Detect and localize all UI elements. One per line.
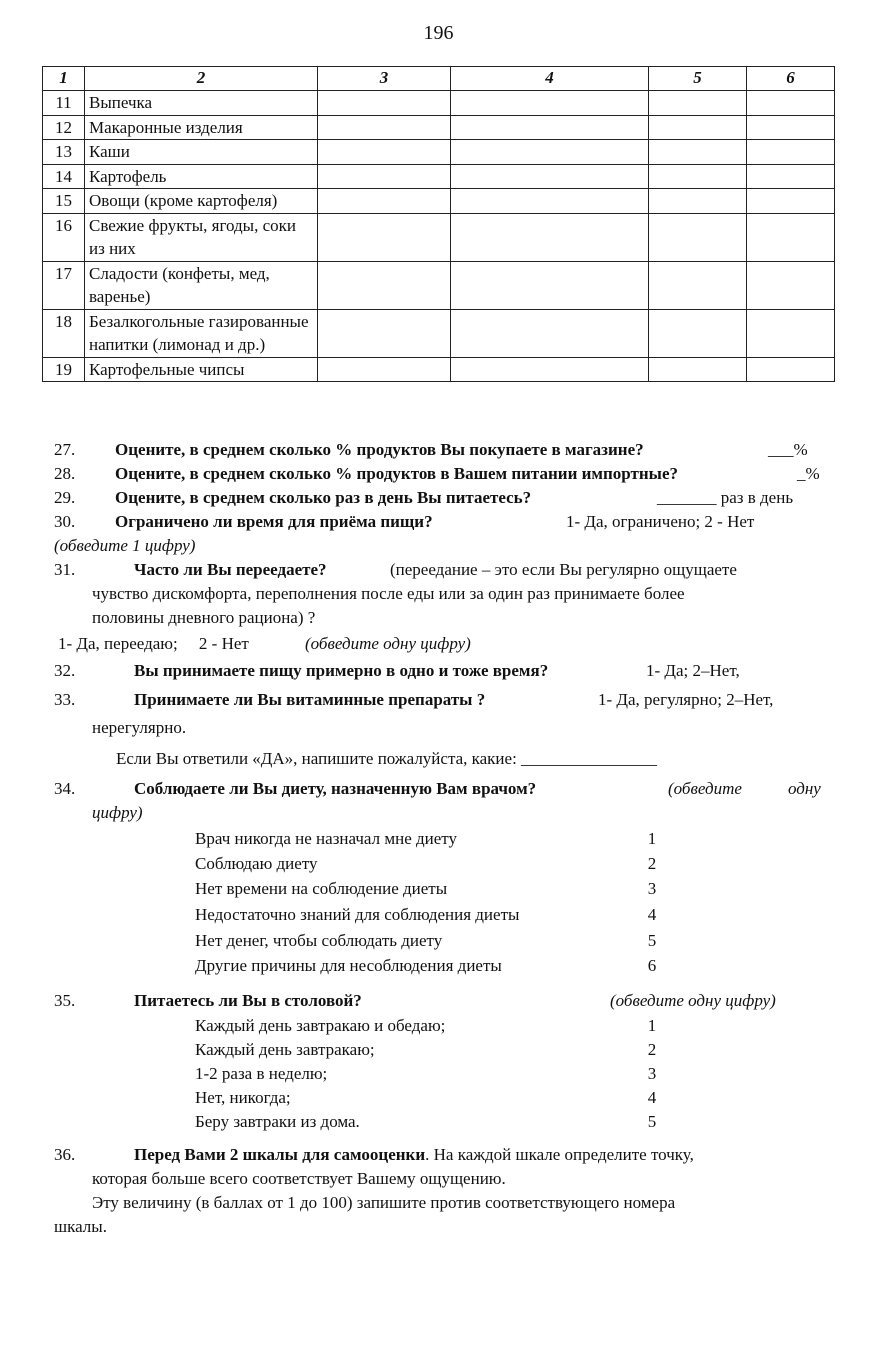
instruction-hint: (обведите одну цифру): [610, 991, 776, 1010]
question-text: Оцените, в среднем сколько раз в день Вы питаетесь?: [115, 488, 532, 507]
answer-cell[interactable]: [649, 164, 747, 189]
option-label: Беру завтраки из дома.: [195, 1112, 360, 1131]
question-text: Ограничено ли время для приёма пищи?: [115, 512, 433, 531]
column-header: 2: [85, 67, 318, 91]
table-row: [43, 115, 835, 140]
question-note: чувство дискомфорта, переполнения после еды или за один раз принимаете более: [92, 584, 685, 603]
option-label: Соблюдаю диету: [195, 854, 318, 873]
answer-cell[interactable]: [649, 189, 747, 214]
answer-cell[interactable]: [649, 357, 747, 382]
option-label: Другие причины для несоблюдения диеты: [195, 956, 502, 975]
answer-cell[interactable]: [747, 164, 835, 189]
option-code[interactable]: 2: [647, 1040, 657, 1059]
list-item[interactable]: [0, 1013, 877, 1038]
option-code[interactable]: 3: [647, 879, 657, 898]
answer-options: 1- Да, регулярно; 2–Нет,: [598, 690, 774, 709]
answer-cell[interactable]: [318, 140, 451, 165]
answer-cell[interactable]: [318, 115, 451, 140]
column-header: 5: [649, 67, 747, 91]
answer-cell[interactable]: [747, 357, 835, 382]
table-row: [43, 164, 835, 189]
question-text: Оцените, в среднем сколько % продуктов в Вашем питании импортные?: [115, 464, 678, 483]
question-number: 35.: [54, 991, 76, 1010]
instruction-hint: (обведите одну цифру): [305, 634, 471, 653]
answer-blank[interactable]: ___%: [768, 440, 808, 459]
row-number: 14: [43, 164, 85, 189]
table-row: [43, 189, 835, 214]
list-item[interactable]: [0, 902, 877, 927]
row-number: 16: [43, 213, 85, 261]
question-text: Питаетесь ли Вы в столовой?: [134, 991, 362, 1010]
column-header: 1: [43, 67, 85, 91]
question-number: 36.: [54, 1145, 76, 1164]
row-label: Сладости (конфеты, мед, варенье): [85, 261, 318, 309]
row-label: Выпечка: [85, 91, 318, 116]
column-header: 3: [318, 67, 451, 91]
row-number: 17: [43, 261, 85, 309]
option-code[interactable]: 2: [647, 854, 657, 873]
table-row: [43, 261, 835, 309]
answer-cell[interactable]: [318, 261, 451, 309]
instruction-hint: (обведите: [668, 779, 742, 798]
question-rest: . На каждой шкале определите точку,: [425, 1145, 694, 1164]
answer-cell[interactable]: [747, 140, 835, 165]
row-label: Картофель: [85, 164, 318, 189]
page-number: 196: [423, 22, 454, 44]
option-code[interactable]: 5: [647, 1112, 657, 1131]
answer-cell[interactable]: [318, 164, 451, 189]
option-code[interactable]: 5: [647, 931, 657, 950]
table-row: [43, 309, 835, 357]
row-label: Картофельные чипсы: [85, 357, 318, 382]
question-text: Соблюдаете ли Вы диету, назначенную Вам врачом?: [134, 779, 537, 798]
answer-cell[interactable]: [649, 91, 747, 116]
answer-cell[interactable]: [451, 309, 649, 357]
row-label: Макаронные изделия: [85, 115, 318, 140]
list-item[interactable]: [0, 826, 877, 851]
row-label: Овощи (кроме картофеля): [85, 189, 318, 214]
answer-cell[interactable]: [451, 261, 649, 309]
answer-cell[interactable]: [451, 140, 649, 165]
answer-cell[interactable]: [318, 189, 451, 214]
table-row: [43, 91, 835, 116]
answer-cell[interactable]: [318, 213, 451, 261]
option-code[interactable]: 4: [647, 905, 657, 924]
answer-cell[interactable]: [318, 357, 451, 382]
answer-options: нерегулярно.: [92, 718, 187, 737]
answer-cell[interactable]: [451, 164, 649, 189]
list-item[interactable]: [0, 928, 877, 953]
answer-cell[interactable]: [747, 91, 835, 116]
question-number: 32.: [54, 661, 76, 680]
followup-prompt[interactable]: Если Вы ответили «ДА», напишите пожалуйста, какие: ________________: [116, 749, 658, 768]
answer-cell[interactable]: [451, 213, 649, 261]
instruction-hint: (обведите 1 цифру): [54, 536, 196, 555]
question-text: Часто ли Вы переедаете?: [134, 560, 327, 579]
question-text: Вы принимаете пищу примерно в одно и тоже время?: [134, 661, 549, 680]
option-label: 1-2 раза в неделю;: [195, 1064, 328, 1083]
question-text: Перед Вами 2 шкалы для самооценки: [134, 1145, 426, 1164]
answer-cell[interactable]: [649, 115, 747, 140]
question-number: 31.: [54, 560, 76, 579]
answer-cell[interactable]: [451, 115, 649, 140]
column-header: 6: [747, 67, 835, 91]
answer-cell[interactable]: [451, 357, 649, 382]
option-label: Каждый день завтракаю и обедаю;: [195, 1016, 446, 1035]
paragraph-text: шкалы.: [54, 1217, 107, 1236]
question-number: 33.: [54, 690, 76, 709]
row-label: Безалкогольные газированные напитки (лимонад и др.): [85, 309, 318, 357]
answer-blank[interactable]: _%: [797, 464, 820, 483]
answer-cell[interactable]: [747, 189, 835, 214]
option-label: Каждый день завтракаю;: [195, 1040, 375, 1059]
question-text: Оцените, в среднем сколько % продуктов Вы покупаете в магазине?: [115, 440, 644, 459]
question-note: (переедание – это если Вы регулярно ощущаете: [390, 560, 737, 579]
paragraph-text: Эту величину (в баллах от 1 до 100) запишите против соответствующего номера: [92, 1193, 676, 1212]
row-number: 11: [43, 91, 85, 116]
option-label: Нет времени на соблюдение диеты: [195, 879, 448, 898]
question-number: 34.: [54, 779, 76, 798]
option-label: Нет денег, чтобы соблюдать диету: [195, 931, 443, 950]
list-item[interactable]: [0, 1061, 877, 1086]
option-label: Нет, никогда;: [195, 1088, 291, 1107]
answer-options: 1- Да, ограничено; 2 - Нет: [566, 512, 755, 531]
list-item[interactable]: [0, 876, 877, 901]
answer-cell[interactable]: [649, 261, 747, 309]
answer-cell[interactable]: [451, 91, 649, 116]
list-item[interactable]: [0, 1109, 877, 1134]
answer-cell[interactable]: [747, 213, 835, 261]
answer-cell[interactable]: [747, 309, 835, 357]
row-label: Каши: [85, 140, 318, 165]
row-number: 13: [43, 140, 85, 165]
instruction-hint: одну: [788, 779, 821, 798]
answer-cell[interactable]: [649, 309, 747, 357]
option-code[interactable]: 3: [647, 1064, 657, 1083]
row-number: 19: [43, 357, 85, 382]
answer-options: 1- Да, переедаю; 2 - Нет: [58, 634, 249, 653]
list-item[interactable]: [0, 953, 877, 978]
option-code[interactable]: 6: [647, 956, 657, 975]
question-number: 28.: [54, 464, 76, 483]
question-number: 27.: [54, 440, 76, 459]
question-text-line: [134, 1145, 694, 1165]
option-label: Недостаточно знаний для соблюдения диеты: [195, 905, 520, 924]
list-item[interactable]: [0, 851, 877, 876]
option-label: Врач никогда не назначал мне диету: [195, 829, 458, 848]
table-row: [43, 357, 835, 382]
answer-cell[interactable]: [451, 189, 649, 214]
row-label: Свежие фрукты, ягоды, соки из них: [85, 213, 318, 261]
column-header: 4: [451, 67, 649, 91]
question-rest: которая больше всего соответствует Вашему ощущению.: [92, 1169, 506, 1188]
list-item[interactable]: [0, 1037, 877, 1062]
question-number: 29.: [54, 488, 76, 507]
instruction-hint: цифру): [92, 803, 143, 822]
table-header-row: [43, 67, 835, 91]
answer-cell[interactable]: [649, 140, 747, 165]
option-code[interactable]: 1: [647, 1016, 657, 1035]
answer-cell[interactable]: [747, 115, 835, 140]
answer-cell[interactable]: [649, 213, 747, 261]
answer-cell[interactable]: [318, 91, 451, 116]
list-item[interactable]: [0, 1085, 877, 1110]
option-code[interactable]: 1: [647, 829, 657, 848]
question-number: 30.: [54, 512, 76, 531]
answer-cell[interactable]: [318, 309, 451, 357]
question-note: половины дневного рациона) ?: [92, 608, 316, 627]
food-table: [42, 66, 835, 382]
row-number: 18: [43, 309, 85, 357]
option-code[interactable]: 4: [647, 1088, 657, 1107]
answer-options: 1- Да; 2–Нет,: [646, 661, 740, 680]
answer-cell[interactable]: [747, 261, 835, 309]
row-number: 12: [43, 115, 85, 140]
question-text: Принимаете ли Вы витаминные препараты ?: [134, 690, 486, 709]
row-number: 15: [43, 189, 85, 214]
table-row: [43, 213, 835, 261]
answer-blank[interactable]: _______ раз в день: [657, 488, 794, 507]
table-row: [43, 140, 835, 165]
